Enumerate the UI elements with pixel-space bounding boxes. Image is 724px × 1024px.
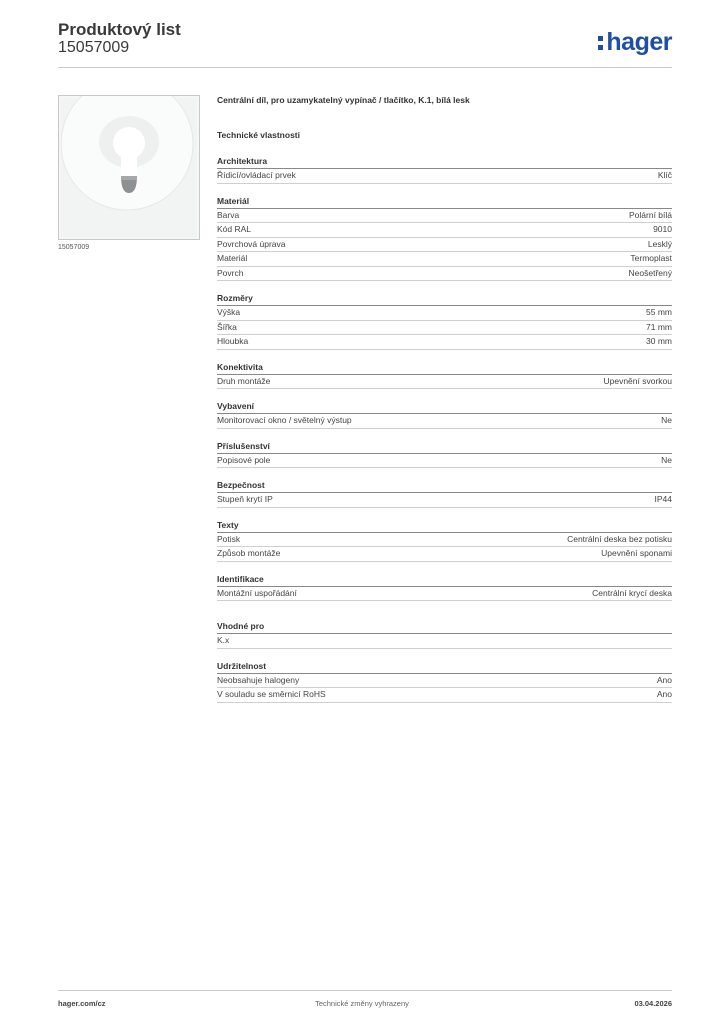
section-heading: Konektivita <box>217 362 672 375</box>
product-image <box>58 95 200 240</box>
spec-row <box>217 454 672 469</box>
spec-value: Termoplast <box>630 253 672 263</box>
spec-label: Povrch <box>217 267 244 278</box>
spec-row <box>217 169 672 184</box>
spec-label: Monitorovací okno / světelný výstup <box>217 415 352 425</box>
spec-row <box>217 223 672 238</box>
spec-label: Druh montáže <box>217 375 271 386</box>
section-heading: Udržitelnost <box>217 661 672 674</box>
footer-website: hager.com/cz <box>58 999 106 1008</box>
spec-label: V souladu se směrnicí RoHS <box>217 689 326 699</box>
spec-value: Ano <box>656 689 672 699</box>
spec-row <box>217 375 672 390</box>
spec-row <box>217 587 672 602</box>
hager-logo <box>598 28 672 57</box>
spec-label: Hloubka <box>217 336 249 346</box>
spec-value: Neošetřený <box>628 267 672 278</box>
spec-label: Barva <box>217 209 240 220</box>
cover-plate-illustration <box>59 96 199 239</box>
spec-section <box>217 401 672 429</box>
spec-section <box>217 362 672 390</box>
spec-row <box>217 688 672 703</box>
section-heading: Rozměry <box>217 293 672 306</box>
spec-label: Potisk <box>217 533 241 544</box>
spec-label: Šířka <box>217 321 237 332</box>
tech-properties-heading: Technické vlastnosti <box>217 130 300 140</box>
spec-value: Centrální krycí deska <box>592 587 672 598</box>
spec-row <box>217 209 672 224</box>
spec-section <box>217 661 672 703</box>
spec-section <box>217 520 672 562</box>
spec-value: Ne <box>661 415 672 425</box>
spec-label: Neobsahuje halogeny <box>217 674 300 685</box>
spec-section <box>217 441 672 469</box>
product-code: 15057009 <box>58 39 130 56</box>
spec-value: Ne <box>661 454 672 465</box>
spec-section <box>217 293 672 350</box>
spec-sections <box>217 156 672 703</box>
spec-label: Stupeň krytí IP <box>217 494 273 504</box>
spec-label: Povrchová úprava <box>217 238 286 249</box>
footer-divider <box>58 990 672 991</box>
spec-row <box>217 238 672 253</box>
footer-date: 03.04.2026 <box>634 999 672 1008</box>
spec-row <box>217 634 672 649</box>
spec-label: Výška <box>217 307 241 317</box>
spec-label: Montážní uspořádání <box>217 587 297 598</box>
spec-section <box>217 621 672 649</box>
spec-label: Řídicí/ovládací prvek <box>217 170 296 180</box>
section-heading: Texty <box>217 520 672 533</box>
section-heading: Vybavení <box>217 401 672 414</box>
spec-row <box>217 335 672 350</box>
spec-section <box>217 156 672 184</box>
spec-value: 30 mm <box>646 336 672 346</box>
spec-label: Materiál <box>217 253 248 263</box>
spec-section <box>217 480 672 508</box>
page-title: Produktový list <box>58 20 181 39</box>
section-heading: Příslušenství <box>217 441 672 454</box>
spec-label: Kód RAL <box>217 224 252 234</box>
spec-section <box>217 196 672 282</box>
section-heading: Architektura <box>217 156 672 169</box>
spec-row <box>217 267 672 282</box>
logo-mark-icon <box>598 32 604 52</box>
spec-row <box>217 493 672 508</box>
section-heading: Identifikace <box>217 574 672 587</box>
spec-row <box>217 414 672 429</box>
spec-row <box>217 547 672 562</box>
spec-row <box>217 321 672 336</box>
spec-value: Polární bílá <box>629 209 672 220</box>
section-heading: Materiál <box>217 196 672 209</box>
image-caption: 15057009 <box>58 244 90 251</box>
spec-content <box>217 95 672 703</box>
spec-value: Klíč <box>657 170 672 180</box>
spec-value: Upevnění svorkou <box>603 375 672 386</box>
spec-value: 55 mm <box>646 307 672 317</box>
header-divider <box>58 67 672 68</box>
spec-row <box>217 674 672 689</box>
footer-note: Technické změny vyhrazeny <box>315 999 409 1008</box>
spec-row <box>217 533 672 548</box>
spec-label: Popisové pole <box>217 454 271 465</box>
spec-section <box>217 574 672 602</box>
spec-value: IP44 <box>654 494 672 504</box>
spec-value: 9010 <box>653 224 672 234</box>
section-heading: Vhodné pro <box>217 621 672 634</box>
spec-value: 71 mm <box>646 321 672 332</box>
spec-value: Ano <box>656 674 672 685</box>
spec-value: Upevnění sponami <box>601 548 672 558</box>
product-title: Centrální díl, pro uzamykatelný vypínač / tlačítko, K.1, bílá lesk <box>217 95 470 105</box>
spec-row <box>217 252 672 267</box>
logo-text: hager <box>606 28 672 56</box>
spec-row <box>217 306 672 321</box>
spec-value: Lesklý <box>647 238 672 249</box>
spec-label: Způsob montáže <box>217 548 281 558</box>
spec-label: K.x <box>217 635 230 645</box>
section-heading: Bezpečnost <box>217 480 672 493</box>
spec-value: Centrální deska bez potisku <box>567 533 672 544</box>
